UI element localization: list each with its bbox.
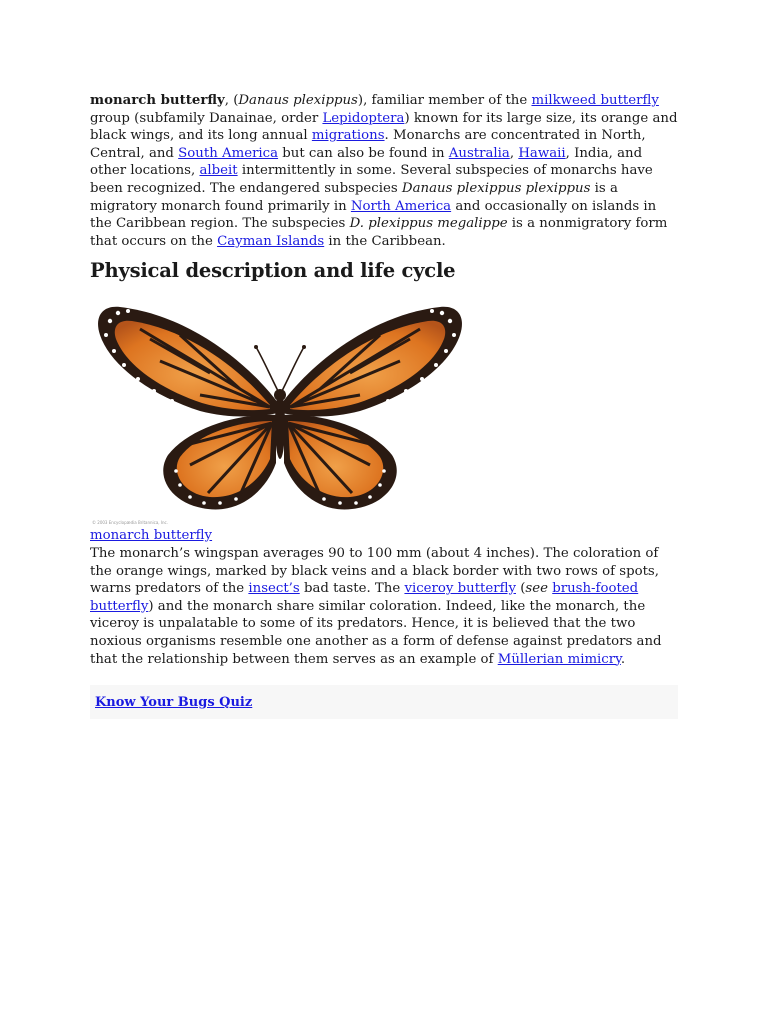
link-brush-footed-butterfly[interactable]: brush-footed butterfly [90,581,639,614]
monarch-figure [90,295,470,525]
butterfly-body [275,391,285,459]
link-north-america[interactable]: North America [350,198,452,214]
intro-text: ) known for its large size, its orange and black wings, and its long annual [90,110,678,144]
link-mullerian-mimicry[interactable]: Müllerian mimicry [497,651,621,667]
body-paragraph [90,545,680,668]
intro-text: is a migratory monarch found primarily in [90,180,618,214]
term-bold: monarch butterfly [90,93,225,108]
intro-text: and occasionally on islands in the Caribbean region. The subspecies [90,198,657,232]
quiz-box [90,685,678,719]
link-albeit[interactable]: albeit [199,163,238,179]
link-south-america[interactable]: South America [178,145,279,161]
link-lepidoptera[interactable]: Lepidoptera [322,110,405,126]
intro-text: intermittently in some. Several subspecies of monarchs have been recognized. The endangered subspecies [90,163,653,196]
intro-text: , [509,145,519,161]
link-viceroy-butterfly[interactable]: viceroy butterfly [404,581,516,597]
body-text: . [620,651,626,667]
intro-text: , India, and other locations, [90,145,643,179]
intro-text: group (subfamily Danainae, order [90,110,323,126]
link-hawaii[interactable]: Hawaii [518,145,566,161]
antennae [256,347,304,391]
quiz-link[interactable]: Know Your Bugs Quiz [95,695,253,711]
link-australia[interactable]: Australia [448,145,510,161]
intro-text: is a nonmigratory form that occurs on the [90,216,668,249]
body-text: ) and the monarch share similar coloration. Indeed, like the monarch, the viceroy is unpalatable to some of its predators. Hence, it is believed that the two noxious organisms resemble one another as a form of defense against predators and that the relationship between them serves as an example of [90,598,662,667]
article [90,92,680,719]
subspecies-name: Danaus plexippus plexippus [401,180,591,196]
intro-text: . Monarchs are concentrated in North, Central, and [90,128,646,161]
intro-paragraph [90,92,680,250]
figure-caption-link[interactable]: monarch butterfly [90,528,213,544]
link-migrations[interactable]: migrations [311,128,385,144]
monarch-butterfly-illustration [90,295,470,525]
species-name: Danaus plexippus [238,93,358,108]
link-insects[interactable]: insect’s [248,581,300,597]
intro-text: in the Caribbean. [324,233,446,249]
body-text: bad taste. The [299,581,405,597]
intro-text: ), familiar member of the [357,93,532,108]
intro-text: , ( [224,93,239,108]
intro-text: but can also be found in [278,145,449,161]
body-text: ( [516,581,526,597]
subspecies-name: D. plexippus megalippe [349,216,508,232]
see-italic: see [525,581,548,597]
section-heading: Physical description and life cycle [90,259,456,283]
link-cayman-islands[interactable]: Cayman Islands [217,233,325,249]
image-credit: © 2003 Encyclopædia Britannica, Inc. [92,520,169,526]
body-text: The monarch’s wingspan averages 90 to 100 mm (about 4 inches). The coloration of the orange wings, marked by black veins and a black border with two rows of spots, warns predators of the [90,545,659,597]
link-milkweed-butterfly[interactable]: milkweed butterfly [531,93,659,108]
